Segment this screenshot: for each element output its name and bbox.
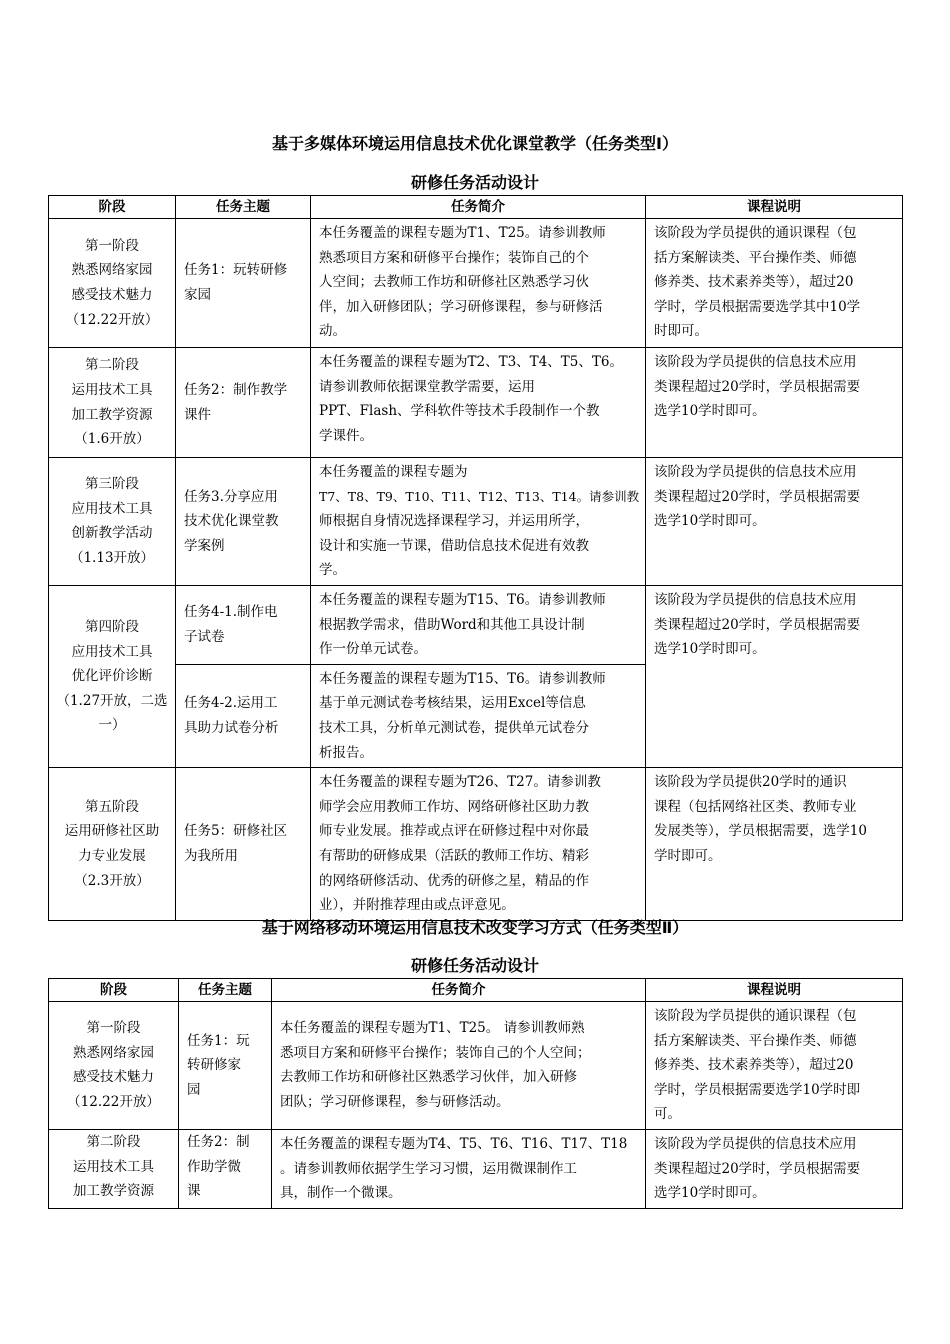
header-stage: 阶段 <box>49 196 176 219</box>
table-row <box>49 1002 903 1130</box>
cell-text-line: 类课程超过20学时，学员根据需要 <box>654 616 861 633</box>
stage-cell <box>49 585 176 767</box>
cell-text-line: 技术优化课堂教 <box>184 513 279 530</box>
cell-text-line: 师根据自身情况选择课程学习，并运用所学， <box>319 513 589 530</box>
cell-text-line: 第一阶段 <box>85 237 139 254</box>
header-topic: 任务主题 <box>176 196 311 219</box>
cell-text-line: 家园 <box>184 287 211 303</box>
cell-text-line: 该阶段为学员提供的通识课程（包 <box>654 1008 857 1024</box>
cell-text-line: 第四阶段 <box>85 619 139 636</box>
cell-text-line: 师专业发展。推荐或点评在研修过程中对你最 <box>319 823 589 840</box>
cell-text-line: 感受技术魅力 <box>73 1069 154 1086</box>
cell-text-line: 团队；学习研修课程，参与研修活动。 <box>280 1094 510 1111</box>
cell-text-line: 子试卷 <box>184 628 225 645</box>
stage-cell <box>49 1002 179 1130</box>
intro-cell <box>311 219 646 348</box>
cell-text-line: 熟悉网络家园 <box>73 1044 154 1061</box>
cell-text-line: 本任务覆盖的课程专题为T4、T5、T6、T16、T17、T18 <box>280 1135 628 1152</box>
table-header-row <box>49 979 903 1002</box>
cell-text-line: 任务2：制 <box>187 1133 250 1150</box>
table-row <box>49 1129 903 1208</box>
cell-text-line: 请参训教师依据课堂教学需要，运用 <box>319 378 535 395</box>
cell-text-line: 第一阶段 <box>86 1020 141 1037</box>
cell-text-line: 人空间；去教师工作坊和研修社区熟悉学习伙 <box>319 274 589 291</box>
cell-text-line: 发展类等），学员根据需要，选学10 <box>654 823 867 840</box>
cell-text-line: 转研修家 <box>187 1057 241 1074</box>
topic-cell <box>179 1129 272 1208</box>
stage-cell <box>49 768 176 921</box>
cell-text-line: 选学10学时即可。 <box>654 1185 766 1202</box>
cell-text-line: 任务2：制作教学 <box>184 381 288 398</box>
cell-text-line: 运用技术工具 <box>71 381 153 398</box>
section1-table <box>48 195 903 921</box>
intro-cell <box>272 1002 646 1130</box>
stage-cell <box>49 458 176 586</box>
header-intro: 任务简介 <box>311 196 646 219</box>
cell-text-line: 基于单元测试卷考核结果，运用Excel等信息 <box>319 695 586 712</box>
cell-text-line: 析报告。 <box>319 744 373 761</box>
cell-text-line: 技术工具，分析单元测试卷，提供单元试卷分 <box>319 719 589 736</box>
topic-cell <box>179 1002 272 1130</box>
cell-text-line: 感受技术魅力 <box>71 287 153 303</box>
cell-text-line: 第二阶段 <box>86 1133 141 1150</box>
intro-cell <box>311 585 646 664</box>
table-row <box>49 219 903 348</box>
intro-cell <box>272 1129 646 1208</box>
cell-text-line: 任务1：玩 <box>187 1032 250 1049</box>
cell-text-line: 熟悉网络家园 <box>71 262 153 279</box>
topic-cell <box>176 348 311 458</box>
table-row <box>49 348 903 458</box>
cell-text-line: 设计和实施一节课，借助信息技术促进有效教 <box>319 537 589 554</box>
cell-text-line: 学时即可。 <box>654 847 722 864</box>
cell-text-line: PPT、Flash、学科软件等技术手段制作一个教 <box>319 403 600 420</box>
cell-text-line: 为我所用 <box>184 847 238 864</box>
header-stage: 阶段 <box>49 979 179 1002</box>
cell-text-line: 课 <box>187 1183 201 1200</box>
cell-text-line: 学案例 <box>184 537 225 554</box>
cell-text-line: 类课程超过20学时，学员根据需要 <box>654 488 861 505</box>
cell-text-line: 括方案解读类、平台操作类、师德 <box>654 1032 857 1049</box>
cell-text-line: 一） <box>98 717 126 734</box>
cell-text-line: 的网络研修活动、优秀的研修之星，精品的作 <box>319 872 589 889</box>
cell-text-line: 本任务覆盖的课程专题为T2、T3、T4、T5、T6。 <box>319 354 623 370</box>
cell-text-line: 选学10学时即可。 <box>654 641 766 658</box>
header-note: 课程说明 <box>646 979 903 1002</box>
cell-text-line: 创新教学活动 <box>71 525 153 542</box>
cell-text-line: 选学10学时即可。 <box>654 513 766 530</box>
cell-text-line: （1.27开放，二选 <box>56 692 168 709</box>
cell-text-line: 第二阶段 <box>85 357 139 374</box>
table-row <box>49 768 903 921</box>
cell-text-line: 该阶段为学员提供的信息技术应用 <box>654 591 857 608</box>
cell-text-line: 具，制作一个微课。 <box>280 1185 402 1202</box>
cell-text-line: 该阶段为学员提供的信息技术应用 <box>654 1135 857 1152</box>
cell-text-line: 该阶段为学员提供的通识课程（包 <box>654 225 857 241</box>
cell-text-line: 熟悉项目方案和研修平台操作；装饰自己的个 <box>319 249 589 266</box>
cell-text-line: 本任务覆盖的课程专题为 <box>319 464 468 480</box>
cell-text-line: （1.13开放） <box>69 550 155 567</box>
cell-text-line: 。请参训教师依据学生学习习惯，运用微课制作工 <box>280 1160 577 1177</box>
cell-text-line: 修养类、技术素养类等），超过20 <box>654 274 854 291</box>
topic-cell <box>176 768 311 921</box>
cell-text-line: 根据教学需求，借助Word和其他工具设计制 <box>319 616 585 633</box>
section1-title: 基于多媒体环境运用信息技术优化课堂教学（任务类型Ⅰ） <box>272 134 678 153</box>
table-header-row <box>49 196 903 219</box>
note-cell <box>646 1002 903 1130</box>
note-cell <box>646 458 903 586</box>
cell-text-line: 优化评价诊断 <box>71 668 153 685</box>
stage-cell <box>49 1129 179 1208</box>
note-cell <box>646 585 903 767</box>
section1-subtitle: 研修任务活动设计 <box>410 173 539 192</box>
topic-cell <box>176 585 311 664</box>
stage-cell <box>49 219 176 348</box>
cell-text-line: 伴，加入研修团队；学习研修课程，参与研修活 <box>319 298 603 315</box>
cell-text-line: 作一份单元试卷。 <box>319 641 427 658</box>
cell-text-line: 学时，学员根据需要选学其中10学 <box>654 298 861 315</box>
cell-text-line: 有帮助的研修成果（活跃的教师工作坊、精彩 <box>319 847 589 864</box>
header-topic: 任务主题 <box>179 979 272 1002</box>
cell-text-line: 任务3.分享应用 <box>184 488 278 505</box>
section2-subtitle: 研修任务活动设计 <box>410 956 539 975</box>
cell-text-line: （2.3开放） <box>74 872 150 889</box>
cell-text-line: （12.22开放） <box>67 1094 160 1111</box>
cell-text-line: （12.22开放） <box>65 311 159 328</box>
cell-text-line: 任务4-1.制作电 <box>184 603 278 620</box>
note-cell <box>646 348 903 458</box>
cell-text-line: 动。 <box>319 323 346 340</box>
cell-text-line: 可。 <box>654 1106 681 1123</box>
cell-text-line: 课程（包括网络社区类、教师专业 <box>654 798 857 815</box>
cell-text-line: 应用技术工具 <box>71 643 153 660</box>
cell-text-line: 本任务覆盖的课程专题为T1、T25。请参训教师 <box>319 225 606 241</box>
cell-text-line: 作助学微 <box>187 1158 241 1175</box>
cell-text-line: 修养类、技术素养类等），超过20 <box>654 1057 854 1074</box>
cell-text-line: 学时，学员根据需要选学10学时即 <box>654 1081 861 1098</box>
cell-text-line: 第五阶段 <box>85 798 139 815</box>
cell-text-line: 选学10学时即可。 <box>654 403 766 420</box>
cell-text-line: 该阶段为学员提供20学时的通识 <box>654 774 847 791</box>
cell-text-line: 具助力试卷分析 <box>184 719 279 736</box>
cell-text-line: 该阶段为学员提供的信息技术应用 <box>654 464 857 480</box>
cell-text-line: 课件 <box>184 406 211 423</box>
stage-cell <box>49 348 176 458</box>
note-cell <box>646 219 903 348</box>
cell-text-line: 第三阶段 <box>85 476 139 493</box>
cell-text-line: 力专业发展 <box>78 847 146 864</box>
topic-cell <box>176 458 311 586</box>
note-cell <box>646 1129 903 1208</box>
cell-text-line: 该阶段为学员提供的信息技术应用 <box>654 354 857 370</box>
cell-text-line: 括方案解读类、平台操作类、师德 <box>654 249 857 266</box>
cell-text-line: 运用研修社区助 <box>64 823 160 840</box>
cell-text-line: 去教师工作坊和研修社区熟悉学习伙伴，加入研修 <box>280 1069 577 1086</box>
table-row <box>49 458 903 586</box>
cell-text-line: 加工教学资源 <box>71 406 153 423</box>
cell-text-line: 本任务覆盖的课程专题为T1、T25。 请参训教师熟 <box>280 1020 585 1037</box>
intro-cell <box>311 664 646 767</box>
table-row <box>49 585 903 664</box>
cell-text-line: 业），并附推荐理由或点评意见。 <box>319 897 515 914</box>
cell-text-line: 本任务覆盖的课程专题为T26、T27。请参训教 <box>319 774 601 791</box>
cell-text-line: 加工教学资源 <box>73 1183 154 1200</box>
topic-cell <box>176 219 311 348</box>
cell-text-line: 应用技术工具 <box>71 500 153 517</box>
intro-cell <box>311 768 646 921</box>
cell-text-line: 学课件。 <box>319 427 373 444</box>
cell-text-line: 园 <box>187 1081 201 1098</box>
cell-text-line: 悉项目方案和研修平台操作；装饰自己的个人空间； <box>280 1044 591 1061</box>
cell-text-line: 本任务覆盖的课程专题为T15、T6。请参训教师 <box>319 591 606 608</box>
cell-text-line: 任务5：研修社区 <box>184 823 288 840</box>
section2-table <box>48 978 903 1209</box>
cell-text-line: 类课程超过20学时，学员根据需要 <box>654 1160 861 1177</box>
intro-cell <box>311 458 646 586</box>
cell-text-line: （1.6开放） <box>74 431 150 448</box>
cell-text-line: 师学会应用教师工作坊、网络研修社区助力教 <box>319 798 589 815</box>
intro-cell <box>311 348 646 458</box>
topic-cell <box>176 664 311 767</box>
cell-text-line: 任务4-2.运用工 <box>184 695 278 712</box>
cell-text-line: 学。 <box>319 562 346 579</box>
cell-text-line: T7、T8、T9、T10、T11、T12、T13、T14。请参训教 <box>319 488 640 504</box>
cell-text-line: 本任务覆盖的课程专题为T15、T6。请参训教师 <box>319 670 606 687</box>
cell-text-line: 类课程超过20学时，学员根据需要 <box>654 378 861 395</box>
cell-text-line: 时即可。 <box>654 323 708 340</box>
section2-title: 基于网络移动环境运用信息技术改变学习方式（任务类型Ⅱ） <box>261 918 689 937</box>
header-intro: 任务简介 <box>272 979 646 1002</box>
header-note: 课程说明 <box>646 196 903 219</box>
note-cell <box>646 768 903 921</box>
cell-text-line: 运用技术工具 <box>73 1158 154 1175</box>
cell-text-line: 任务1：玩转研修 <box>184 262 288 279</box>
